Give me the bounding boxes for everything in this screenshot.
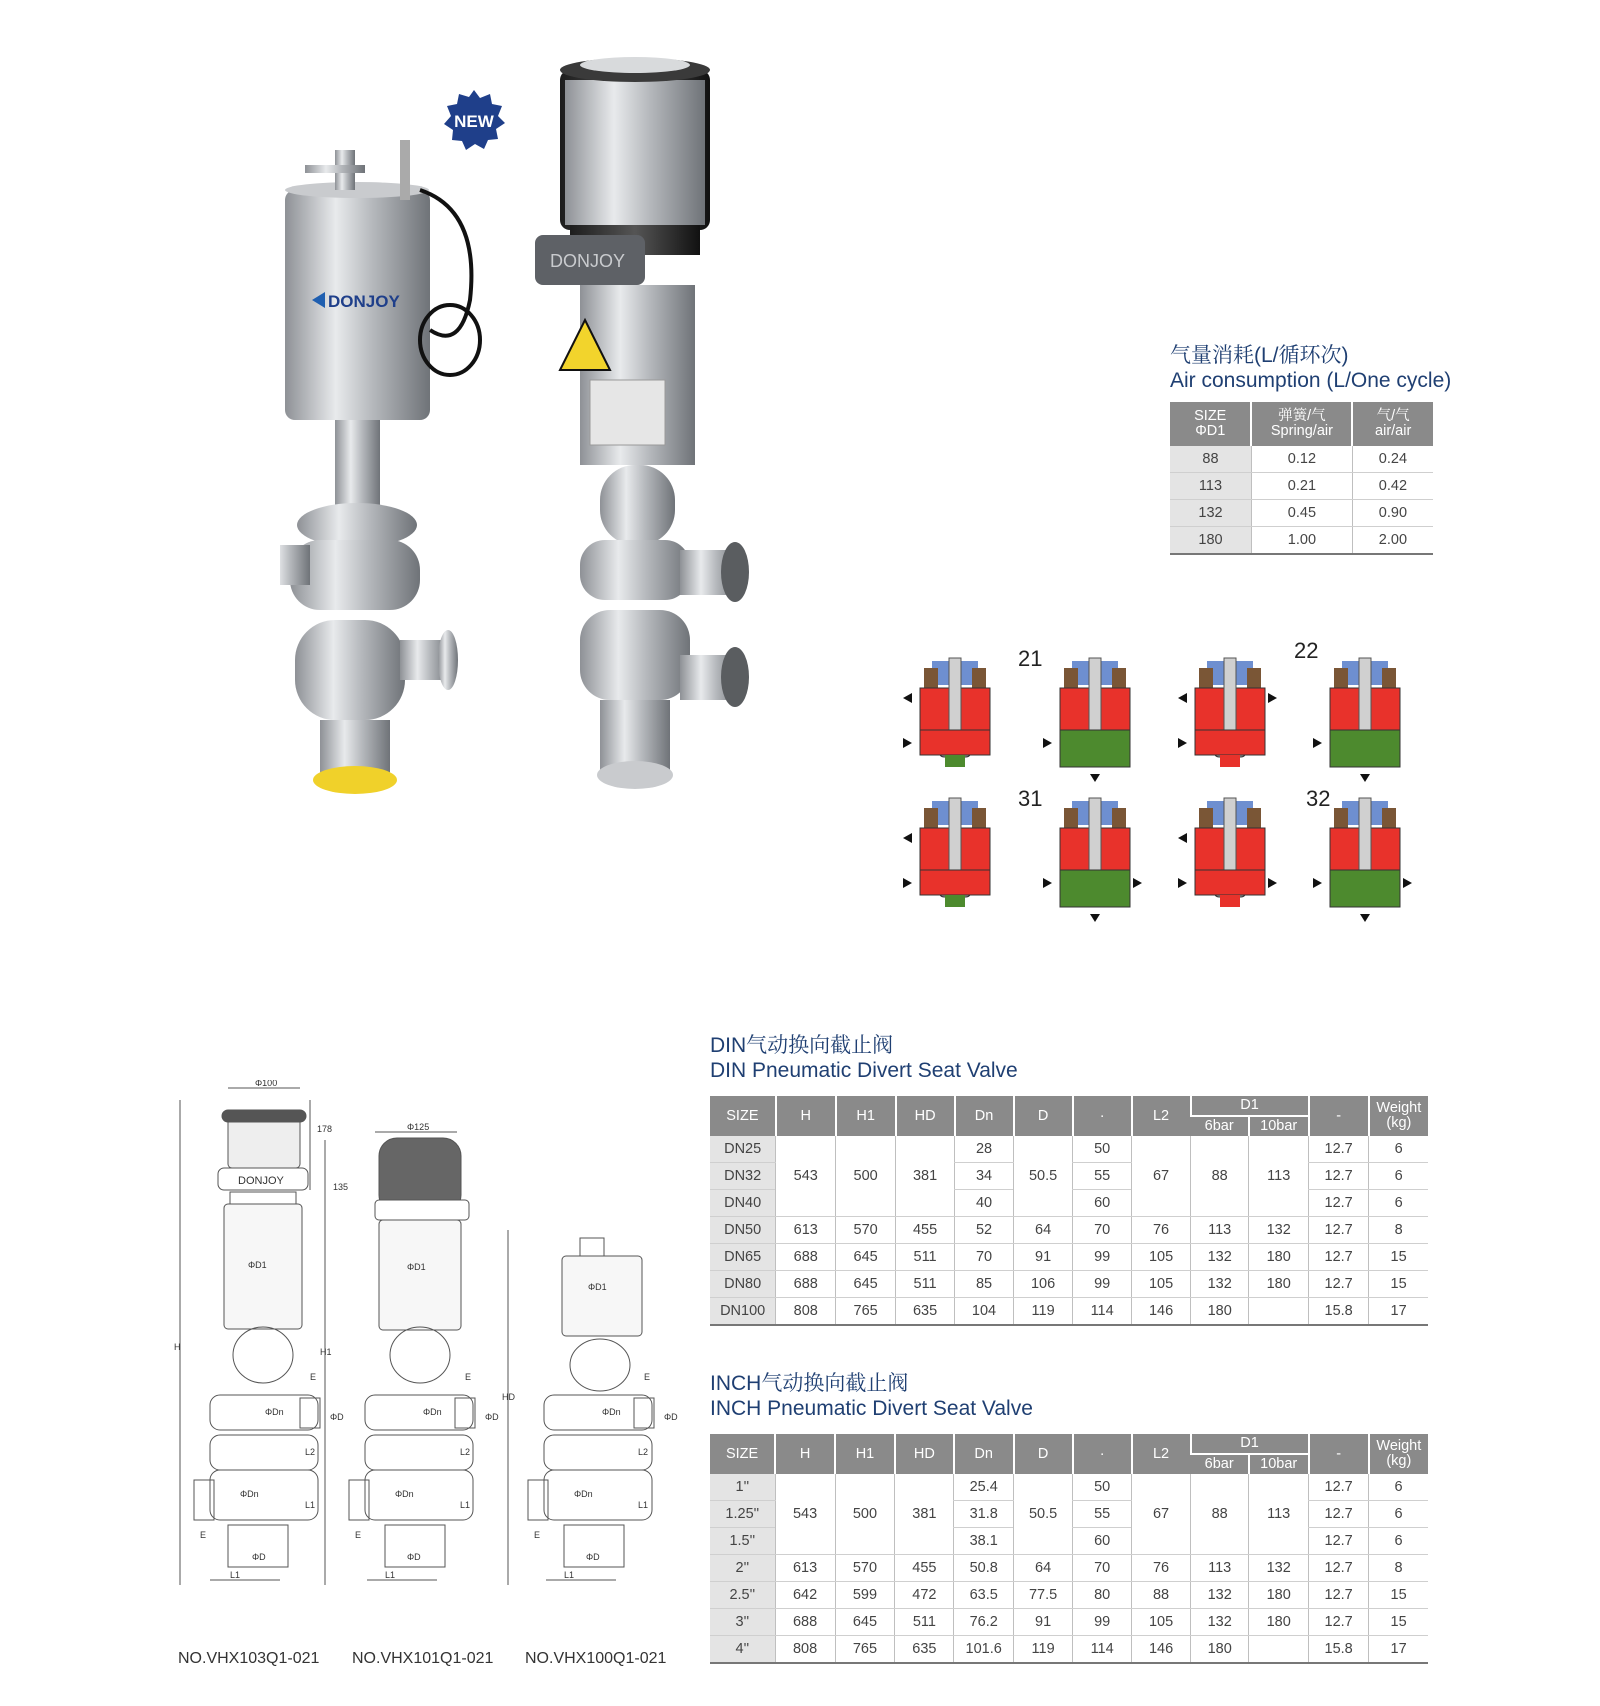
svg-text:ΦD: ΦD [407,1552,421,1562]
table-row: 180 1.00 2.00 [1170,527,1433,555]
svg-text:HD: HD [502,1392,515,1402]
table-row: DN32 34 55 12.7 6 [710,1163,1428,1190]
svg-text:L2: L2 [460,1447,471,1457]
svg-text:ΦDn: ΦDn [423,1407,442,1417]
svg-text:ΦDn: ΦDn [265,1407,284,1417]
inch-table: SIZE H H1 HD Dn D · L2 D1 - Weight (kg) 6bar 10bar 1'' 543 500 381 25.4 50.5 50 67 88 113 12.7 6 1.25'' 31.8 55 12.7 6 1.5'' 38.1 60 12.7 6 2'' 613 570 455 50.8 64 70 76 113 132 12.7 8 2.5'' 642 599 472 63.5 77.5 80 88 132 180 12.7 15 3'' 688 645 511 76.2 91 99 105 132 180 12.7 15 4'' 808 765 635 101.6 119 114 146 180 15.8 17 [710,1434,1428,1664]
air-consumption-title-en: Air consumption (L/One cycle) [1170,369,1452,392]
svg-text:Φ125: Φ125 [407,1122,430,1132]
svg-text:Φ100: Φ100 [255,1080,278,1088]
svg-text:E: E [200,1530,207,1540]
svg-text:ΦD: ΦD [664,1412,678,1422]
svg-text:E: E [310,1372,317,1382]
flow-diagrams [900,648,1450,938]
air-consumption-section [1170,344,1451,555]
diagram-label-31: 31 [1018,786,1043,811]
svg-text:DONJOY: DONJOY [550,251,626,271]
technical-drawings [170,1080,700,1630]
table-row: 1.25'' 31.8 55 12.7 6 [710,1501,1428,1528]
svg-text:L1: L1 [385,1570,396,1580]
table-row: 4'' 808 765 635 101.6 119 114 146 180 15.8 17 [710,1636,1428,1664]
diagram-21-b [1043,658,1130,782]
drawing-caption-1: NO.VHX103Q1-021 [178,1650,320,1667]
svg-text:L1: L1 [460,1500,471,1510]
diagram-31-b [1043,798,1142,922]
svg-text:H1: H1 [320,1347,332,1357]
svg-text:ΦD: ΦD [330,1412,344,1422]
svg-text:L1: L1 [638,1500,649,1510]
air-col-air: 气/气 air/air [1352,402,1433,446]
svg-text:L1: L1 [305,1500,316,1510]
table-row: DN65 688 645 511 70 91 99 105 132 180 12.7 15 [710,1244,1428,1271]
air-consumption-table [1170,402,1433,555]
table-row: 1.5'' 38.1 60 12.7 6 [710,1528,1428,1555]
svg-text:L2: L2 [638,1447,649,1457]
diagram-label-22: 22 [1294,638,1319,663]
svg-text:ΦDn: ΦDn [395,1489,414,1499]
table-row: 3'' 688 645 511 76.2 91 99 105 132 180 12.7 15 [710,1609,1428,1636]
svg-text:DONJOY: DONJOY [238,1175,284,1187]
svg-text:L2: L2 [305,1447,316,1457]
din-title-cn: DIN气动换向截止阀 [710,1034,894,1057]
svg-text:ΦDn: ΦDn [602,1407,621,1417]
svg-text:E: E [534,1530,541,1540]
svg-text:L1: L1 [564,1570,575,1580]
table-row: 88 0.12 0.24 [1170,446,1433,473]
table-row: 2.5'' 642 599 472 63.5 77.5 80 88 132 180 12.7 15 [710,1582,1428,1609]
drawing-caption-2: NO.VHX101Q1-021 [352,1650,494,1667]
svg-text:ΦD1: ΦD1 [248,1260,267,1270]
diagram-21-a [903,658,990,767]
diagram-22-a [1178,658,1277,767]
svg-text:ΦD: ΦD [252,1552,266,1562]
din-title-en: DIN Pneumatic Divert Seat Valve [710,1059,1018,1082]
svg-text:178: 178 [317,1124,333,1134]
drawing-vhx101 [320,1122,499,1585]
table-row: DN80 688 645 511 85 106 99 105 132 180 12.7 15 [710,1271,1428,1298]
svg-text:E: E [644,1372,651,1382]
svg-text:E: E [355,1530,362,1540]
svg-text:E: E [465,1372,472,1382]
din-table: SIZE H H1 HD Dn D · L2 D1 - Weight (kg) 6bar 10bar DN25 543 500 381 28 50.5 50 67 88 113 12.7 6 DN32 34 55 12.7 6 DN40 40 60 12.7 6 DN50 613 570 455 52 64 70 76 113 132 12.7 8 DN65 688 645 511 70 91 99 105 132 180 12.7 15 DN80 688 645 511 85 106 99 105 132 180 12.7 15 DN100 808 765 635 104 119 114 146 180 15.8 17 [710,1096,1428,1326]
air-col-spring: 弹簧/气 Spring/air [1251,402,1352,446]
drawing-vhx103 [174,1080,344,1585]
table-row: DN100 808 765 635 104 119 114 146 180 15.8 17 [710,1298,1428,1326]
svg-text:DONJOY: DONJOY [328,292,400,311]
air-consumption-title-cn: 气量消耗(L/循环次) [1170,344,1349,367]
table-row: 2'' 613 570 455 50.8 64 70 76 113 132 12.7 8 [710,1555,1428,1582]
diagram-32-a [1178,798,1277,907]
air-col-size: SIZE ΦD1 [1170,402,1251,446]
svg-text:ΦD1: ΦD1 [407,1262,426,1272]
table-row: DN50 613 570 455 52 64 70 76 113 132 12.7 8 [710,1217,1428,1244]
svg-text:H: H [174,1342,181,1352]
inch-title-cn: INCH气动换向截止阀 [710,1372,909,1395]
table-row: 132 0.45 0.90 [1170,500,1433,527]
svg-text:ΦD1: ΦD1 [588,1282,607,1292]
new-badge [442,88,506,152]
table-row: DN25 543 500 381 28 50.5 50 67 88 113 12.7 6 [710,1136,1428,1163]
table-row: 1'' 543 500 381 25.4 50.5 50 67 88 113 12.7 6 [710,1474,1428,1501]
drawing-caption-3: NO.VHX100Q1-021 [525,1650,667,1667]
diagram-31-a [903,798,990,907]
drawing-vhx100 [502,1230,678,1585]
inch-section [710,1372,1033,1422]
diagram-32-b [1313,798,1412,922]
din-section [710,1034,1018,1084]
svg-text:L1: L1 [230,1570,241,1580]
new-badge-text: NEW [454,112,494,131]
svg-text:ΦDn: ΦDn [240,1489,259,1499]
diagram-label-21: 21 [1018,646,1043,671]
svg-text:135: 135 [333,1182,349,1192]
svg-text:ΦD: ΦD [485,1412,499,1422]
diagram-label-32: 32 [1306,786,1331,811]
svg-text:ΦDn: ΦDn [574,1489,593,1499]
product-photo [280,40,800,840]
table-row: 113 0.21 0.42 [1170,473,1433,500]
table-row: DN40 40 60 12.7 6 [710,1190,1428,1217]
svg-text:ΦD: ΦD [586,1552,600,1562]
diagram-22-b [1313,658,1400,782]
inch-title-en: INCH Pneumatic Divert Seat Valve [710,1397,1033,1420]
right-valve-image [535,57,749,789]
left-valve-image [280,140,480,794]
